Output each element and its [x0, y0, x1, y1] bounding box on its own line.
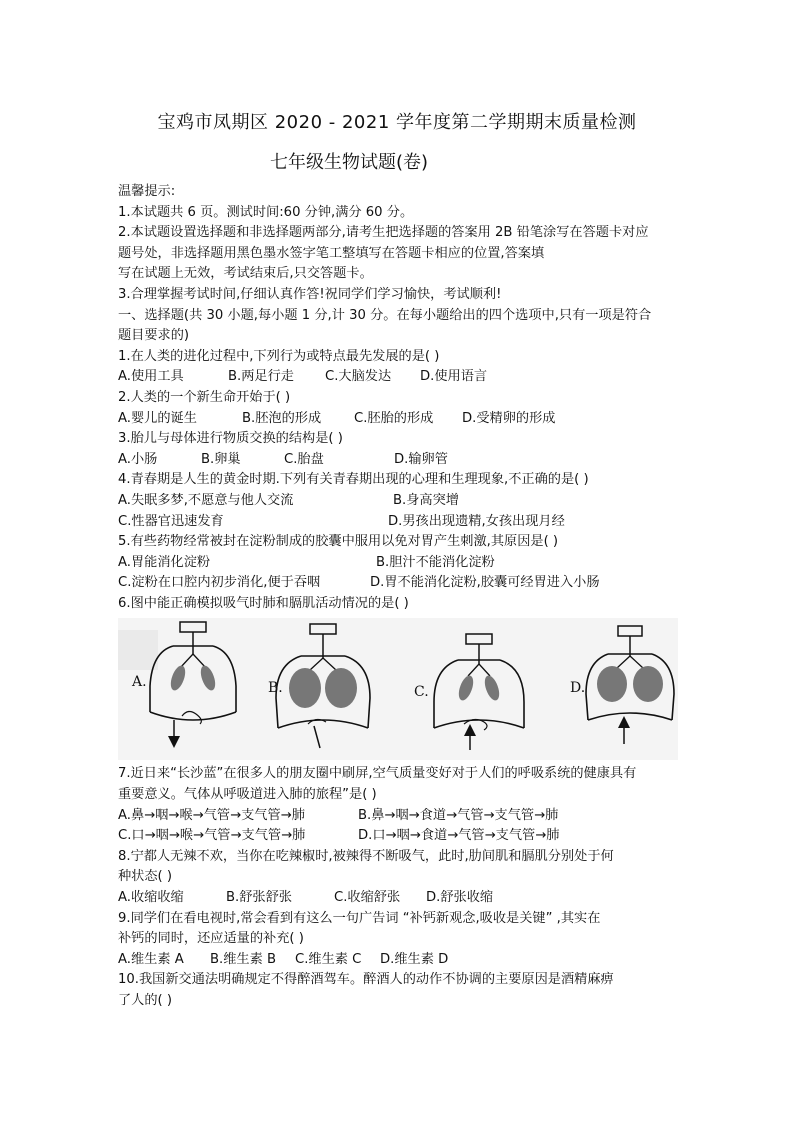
option-c: C.性器官迅速发育	[118, 513, 224, 529]
section-heading-cont: 题目要求的)	[118, 328, 190, 344]
option-b: B.胆汁不能消化淀粉	[376, 554, 495, 570]
option-a: A.胃能消化淀粉	[118, 554, 211, 570]
question-9-stem-cont: 补钙的同时，还应适量的补充( )	[118, 931, 304, 947]
section-heading: 一、选择题(共 30 小题,每小题 1 分,计 30 分。在每小题给出的四个选项中,只有一项是符合	[118, 307, 652, 323]
option-d: D.输卵管	[394, 451, 448, 467]
question-8-options	[118, 888, 688, 909]
option-d: D.受精卵的形成	[462, 410, 556, 426]
tip-line: 3.合理掌握考试时间,仔细认真作答!祝同学们学习愉快，考试顺利!	[118, 286, 502, 302]
scan-background	[118, 618, 678, 760]
option-b: B.舒张舒张	[226, 890, 292, 906]
option-c: C.淀粉在口腔内初步消化,便于吞咽	[118, 575, 321, 591]
lung-left-b	[289, 668, 321, 708]
question-8-stem-cont: 种状态( )	[118, 869, 173, 885]
option-c: C.胚胎的形成	[354, 410, 434, 426]
question-4-options-cd	[118, 512, 688, 533]
figure-label-d: D.	[570, 680, 586, 697]
option-a: A.鼻→咽→喉→气管→支气管→肺	[118, 807, 305, 823]
option-a: A.小肠	[118, 451, 158, 467]
question-10-stem: 10.我国新交通法明确规定不得醉酒驾车。醉酒人的动作不协调的主要原因是酒精麻痹	[118, 972, 614, 988]
option-b: B.两足行走	[228, 369, 294, 385]
figure-label-a: A.	[132, 674, 147, 691]
option-d: D.口→咽→食道→气管→支气管→肺	[358, 828, 560, 844]
lung-model-figure	[118, 616, 688, 762]
lung-left-d	[597, 666, 627, 702]
question-7-stem-cont: 重要意义。气体从呼吸道进入肺的旅程”是( )	[118, 787, 377, 803]
question-9-stem: 9.同学们在看电视时,常会看到有这么一句广告词 “补钙新观念,吸收是关键” ,其实在	[118, 910, 601, 926]
question-6-stem: 6.图中能正确模拟吸气时肺和膈肌活动情况的是( )	[118, 595, 409, 611]
option-d: D.男孩出现遗精,女孩出现月经	[388, 513, 565, 529]
option-a: A.婴儿的诞生	[118, 410, 197, 426]
question-7-stem: 7.近日来“长沙蓝”在很多人的朋友圈中刷屏,空气质量变好对于人们的呼吸系统的健康具有	[118, 766, 637, 782]
tip-line: 写在试题上无效，考试结束后,只交答题卡。	[118, 266, 373, 282]
option-a: A.收缩收缩	[118, 890, 184, 906]
question-5-stem: 5.有些药物经常被封在淀粉制成的胶囊中服用以免对胃产生刺激,其原因是( )	[118, 534, 559, 550]
tip-line: 2.本试题设置选择题和非选择题两部分,请考生把选择题的答案用 2B 铅笔涂写在答题卡对应	[118, 225, 649, 241]
option-c: C.大脑发达	[325, 369, 392, 385]
option-a: A.使用工具	[118, 369, 184, 385]
figure-label-b: B.	[268, 680, 283, 697]
question-7-options-cd	[118, 826, 688, 847]
option-a: A.维生素 A	[118, 951, 184, 967]
question-7-options-ab	[118, 806, 688, 827]
question-1-stem: 1.在人类的进化过程中,下列行为或特点最先发展的是( )	[118, 348, 440, 364]
bell-jar-diagrams	[118, 616, 678, 762]
option-b: B.胚泡的形成	[242, 410, 322, 426]
exam-body	[118, 182, 688, 1012]
question-4-options-ab	[118, 491, 688, 512]
tips-heading: 温馨提示:	[118, 184, 176, 199]
question-2-stem: 2.人类的一个新生命开始于( )	[118, 389, 291, 405]
question-1-options	[118, 367, 688, 388]
option-b: B.卵巢	[201, 451, 241, 467]
question-3-options	[118, 450, 688, 471]
option-c: C.胎盘	[284, 451, 324, 467]
option-a: A.失眠多梦,不愿意与他人交流	[118, 492, 294, 508]
question-2-options	[118, 409, 688, 430]
option-b: B.鼻→咽→食道→气管→支气管→肺	[358, 807, 559, 823]
option-b: B.维生素 B	[210, 951, 277, 967]
option-c: C.维生素 C	[295, 951, 362, 967]
exam-subtitle: 七年级生物试题(卷)	[270, 152, 429, 173]
question-3-stem: 3.胎儿与母体进行物质交换的结构是( )	[118, 431, 343, 447]
tip-line: 1.本试题共 6 页。测试时间:60 分钟,满分 60 分。	[118, 204, 414, 220]
question-9-options	[118, 950, 688, 971]
option-d: D.使用语言	[420, 369, 488, 385]
option-c: C.收缩舒张	[334, 890, 401, 906]
option-c: C.口→咽→喉→气管→支气管→肺	[118, 828, 306, 844]
tip-line: 题号处，非选择题用黑色墨水签字笔工整填写在答题卡相应的位置,答案填	[118, 245, 545, 261]
figure-label-c: C.	[414, 684, 429, 701]
option-b: B.身高突增	[393, 492, 459, 508]
question-4-stem: 4.青春期是人生的黄金时期.下列有关青春期出现的心理和生理现象,不正确的是( )	[118, 472, 589, 488]
question-8-stem: 8.宁都人无辣不欢，当你在吃辣椒时,被辣得不断吸气，此时,肋间肌和膈肌分别处于何	[118, 848, 614, 864]
question-10-stem-cont: 了人的( )	[118, 993, 173, 1008]
question-5-options-ab	[118, 553, 688, 574]
option-d: D.维生素 D	[380, 951, 449, 967]
lung-right-d	[633, 666, 663, 702]
question-5-options-cd	[118, 573, 688, 594]
exam-title: 宝鸡市凤期区 2020 - 2021 学年度第二学期期末质量检测	[157, 112, 637, 133]
lung-right-b	[325, 668, 357, 708]
option-d: D.胃不能消化淀粉,胶囊可经胃进入小肠	[370, 575, 600, 591]
option-d: D.舒张收缩	[426, 890, 494, 906]
scan-smudge	[118, 630, 158, 670]
